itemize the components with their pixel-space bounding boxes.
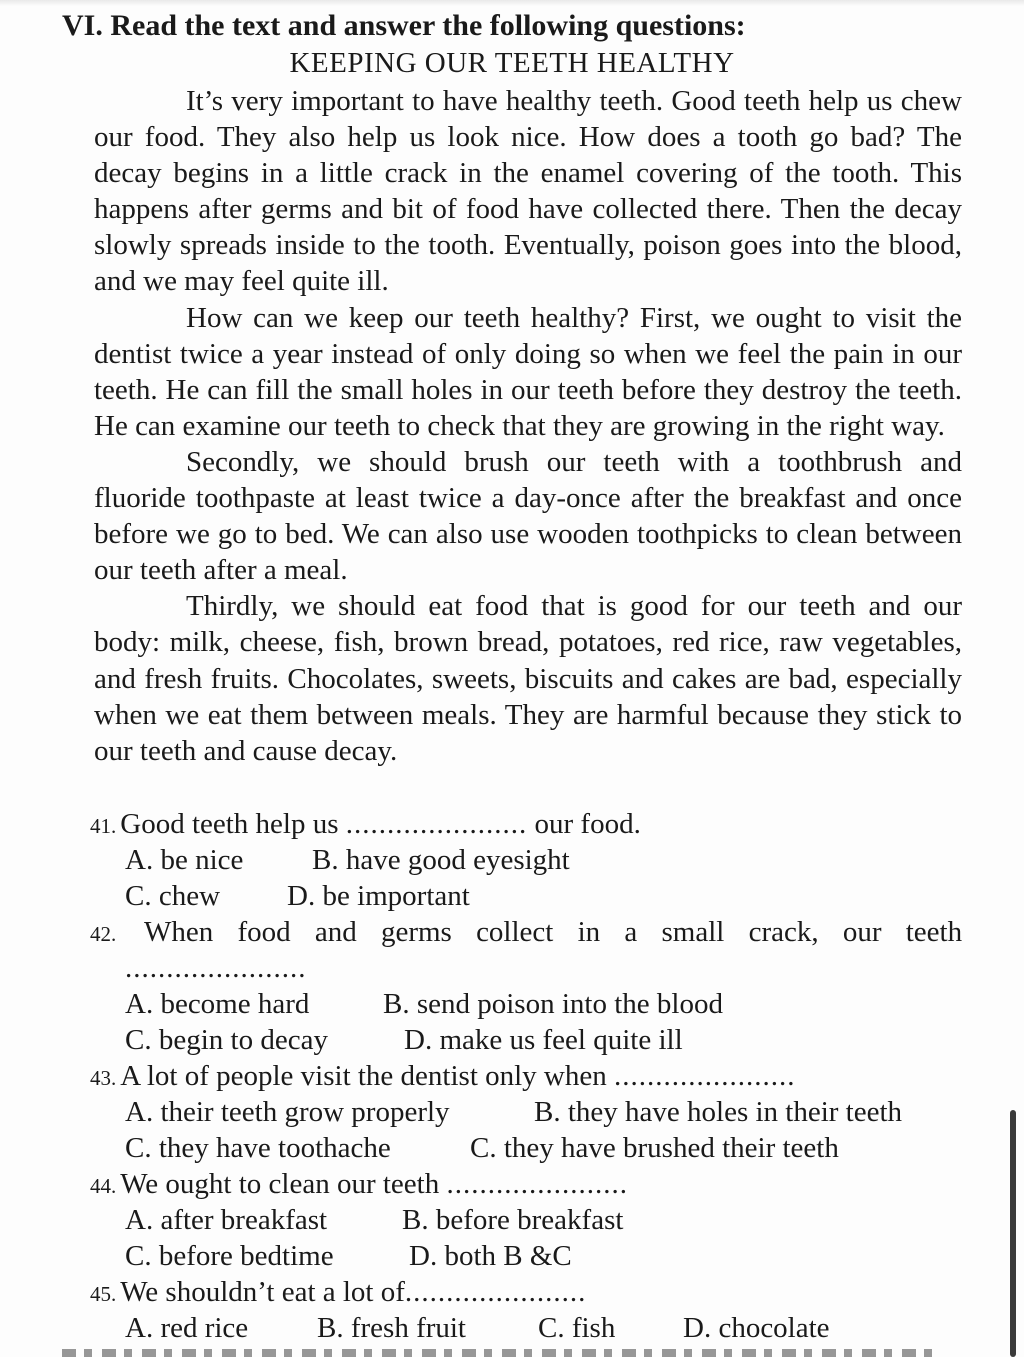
option-a[interactable]: A. be nice xyxy=(125,844,244,876)
question-stem-end: our food. xyxy=(534,808,641,840)
option-b[interactable]: B. they have holes in their teeth xyxy=(534,1096,903,1128)
passage-paragraph-3: Secondly, we should brush our teeth with a toothbrush and fluoride toothpaste at least twice a day-once after the breakfast and once before we go to bed. We can also use wooden toothpicks to clean between our teeth after a meal. xyxy=(94,445,962,587)
stem-word: food xyxy=(237,916,291,948)
reading-passage xyxy=(94,83,962,769)
scrollbar-thumb[interactable] xyxy=(1010,1110,1016,1357)
option-d[interactable]: D. both B &C xyxy=(409,1240,572,1272)
page-top-edge xyxy=(0,0,1024,6)
question-number: 45. xyxy=(90,1282,117,1306)
question-43 xyxy=(90,1058,796,1096)
option-a[interactable]: A. become hard xyxy=(125,988,310,1020)
option-d[interactable]: D. make us feel quite ill xyxy=(404,1024,683,1056)
question-42 xyxy=(90,914,962,952)
question-stem: Good teeth help us xyxy=(120,808,339,840)
passage-title: KEEPING OUR TEETH HEALTHY xyxy=(289,47,735,79)
option-b[interactable]: B. before breakfast xyxy=(402,1204,624,1236)
stem-word: germs xyxy=(380,916,452,948)
option-d[interactable]: D. chocolate xyxy=(683,1312,830,1344)
option-a[interactable]: A. their teeth grow properly xyxy=(125,1096,450,1128)
question-stem: A lot of people visit the dentist only when xyxy=(120,1060,607,1092)
question-41 xyxy=(90,806,641,844)
stem-word: in xyxy=(577,916,601,948)
option-b[interactable]: B. fresh fruit xyxy=(317,1312,466,1344)
option-c[interactable]: C. they have toothache xyxy=(125,1132,391,1164)
option-c[interactable]: C. begin to decay xyxy=(125,1024,328,1056)
next-section-cutoff xyxy=(62,1349,942,1357)
question-number: 41. xyxy=(90,814,117,838)
option-b[interactable]: B. send poison into the blood xyxy=(383,988,723,1020)
answer-blank: ...................... xyxy=(446,1168,628,1200)
passage-paragraph-4: Thirdly, we should eat food that is good for our teeth and our body: milk, cheese, fish, brown bread, potatoes, red rice, raw vegetables, and fresh fruits. Chocolates, sweets, biscuits and cakes are bad, especially when we eat them between meals. They are harmful because they stick to our teeth and cause decay. xyxy=(94,590,962,767)
stem-word: our xyxy=(842,916,882,948)
stem-word: a xyxy=(624,916,638,948)
question-stem: We shouldn’t eat a lot of xyxy=(120,1276,405,1308)
option-b[interactable]: B. have good eyesight xyxy=(312,844,570,876)
question-45 xyxy=(90,1274,586,1312)
stem-word: When xyxy=(143,916,214,948)
stem-word: small xyxy=(661,916,725,948)
answer-blank: ...................... xyxy=(345,808,528,840)
question-number: 44. xyxy=(90,1174,117,1198)
option-c-second[interactable]: C. they have brushed their teeth xyxy=(470,1132,839,1164)
option-d[interactable]: D. be important xyxy=(287,880,470,912)
question-number: 42. xyxy=(90,922,117,946)
section-heading: VI. Read the text and answer the following questions: xyxy=(62,9,746,42)
passage-paragraph-1: It’s very important to have healthy teeth. Good teeth help us chew our food. They also help us look nice. How does a tooth go bad? The decay begins in a little crack in the enamel covering of the tooth. This happens after germs and bit of food have collected there. Then the decay slowly spreads inside to the tooth. Eventually, poison goes into the blood, and we may feel quite ill. xyxy=(94,85,962,298)
option-c[interactable]: C. fish xyxy=(538,1312,616,1344)
option-c[interactable]: C. chew xyxy=(125,880,221,912)
answer-blank: ...................... xyxy=(404,1276,587,1308)
stem-word: collect xyxy=(476,916,554,948)
question-number: 43. xyxy=(90,1066,117,1090)
answer-blank: ...................... xyxy=(614,1060,796,1092)
stem-word: crack, xyxy=(748,916,819,948)
option-a[interactable]: A. after breakfast xyxy=(125,1204,328,1236)
option-a[interactable]: A. red rice xyxy=(125,1312,249,1344)
passage-paragraph-2: How can we keep our teeth healthy? First, we ought to visit the dentist twice a year instead of only doing so when we feel the pain in our teeth. He can fill the small holes in our teeth before they destroy the teeth. He can examine our teeth to check that they are growing in the right way. xyxy=(94,301,962,442)
stem-word: teeth xyxy=(905,916,963,948)
question-stem: We ought to clean our teeth xyxy=(120,1168,440,1200)
answer-blank: ...................... xyxy=(125,952,307,984)
option-c[interactable]: C. before bedtime xyxy=(125,1240,334,1272)
question-44 xyxy=(90,1166,628,1204)
stem-word: and xyxy=(314,916,357,948)
